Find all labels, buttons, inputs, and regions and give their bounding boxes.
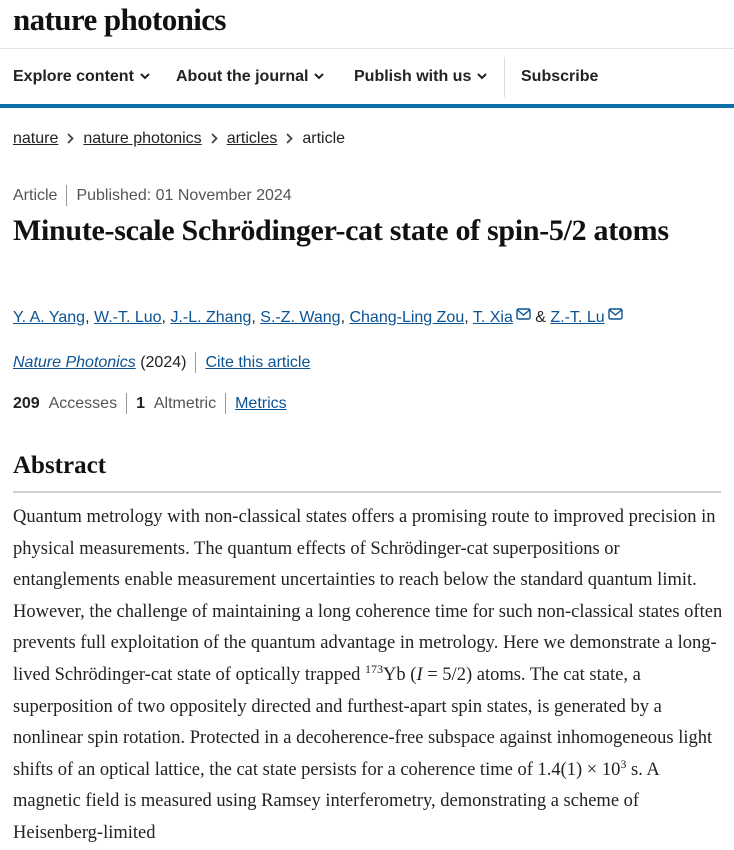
meta-divider	[66, 185, 67, 206]
chevron-right-icon	[211, 133, 218, 144]
breadcrumb-nature[interactable]: nature	[13, 130, 59, 147]
abstract-part-2: atoms. The cat state, a superposition of two oppositely directed and furthest-apart spin states, is generated by a nonlinear spin rotation. Protected in a decoherence-free subspace against inhomogeneous light shifts of an optical lattice, the cat state persists for a coherence time of	[13, 664, 713, 780]
breadcrumb	[13, 128, 345, 150]
nav-divider	[504, 57, 505, 97]
nav-about-journal[interactable]	[176, 49, 324, 104]
author-and: &	[530, 309, 551, 326]
citation-line	[13, 352, 310, 374]
chevron-right-icon	[286, 133, 293, 144]
nav-about-label: About the journal	[176, 68, 309, 85]
author-link[interactable]: W.-T. Luo	[93, 309, 162, 326]
author-link[interactable]: S.-Z. Wang	[260, 309, 341, 326]
mail-icon[interactable]	[516, 308, 531, 320]
metrics-divider	[225, 393, 226, 414]
breadcrumb-nature-photonics[interactable]: nature photonics	[83, 130, 202, 147]
spin-symbol: I	[416, 664, 423, 685]
article-title: Minute-scale Schrödinger-cat state of spin-5/2 atoms	[13, 214, 669, 247]
chevron-down-icon	[477, 73, 487, 80]
citation-divider	[195, 352, 196, 373]
author-list	[13, 307, 623, 329]
altmetric-count: 1	[136, 395, 145, 412]
author-link[interactable]: T. Xia	[472, 309, 513, 326]
published-date: Published: 01 November 2024	[76, 187, 292, 204]
article-meta	[13, 185, 292, 207]
abstract-heading: Abstract	[13, 452, 107, 479]
journal-link[interactable]: Nature Photonics	[13, 354, 136, 371]
spin-value: = 5/2)	[422, 664, 473, 685]
element-symbol: Yb (	[383, 664, 417, 685]
coherence-exponent: 3	[620, 756, 627, 771]
coherence-unit: s	[626, 759, 639, 780]
site-logo[interactable]: nature photonics	[13, 2, 226, 37]
author-separator: ,	[464, 309, 473, 326]
breadcrumb-current: article	[302, 130, 346, 147]
accesses-label: Accesses	[48, 395, 118, 412]
cite-this-article-link[interactable]: Cite this article	[205, 354, 311, 371]
nav-explore-label: Explore content	[13, 68, 134, 85]
altmetric-label: Altmetric	[153, 395, 217, 412]
author-separator: ,	[161, 309, 171, 326]
author-separator: ,	[85, 309, 94, 326]
author-link[interactable]: Y. A. Yang	[13, 309, 86, 326]
breadcrumb-articles[interactable]: articles	[226, 130, 278, 147]
publication-year: (2024)	[140, 354, 187, 371]
chevron-down-icon	[140, 73, 150, 80]
metrics-link[interactable]: Metrics	[235, 395, 287, 412]
isotope-mass-number: 173	[365, 661, 384, 676]
author-link[interactable]: J.-L. Zhang	[170, 309, 252, 326]
nav-subscribe[interactable]: Subscribe	[521, 68, 599, 85]
metrics-divider	[126, 393, 127, 414]
article-type: Article	[13, 187, 58, 204]
main-nav	[0, 49, 734, 104]
chevron-down-icon	[314, 73, 324, 80]
abstract-part-3: . A magnetic field is measured using Ramsey interferometry, demonstrating a scheme of Heisenberg-limited	[13, 759, 659, 843]
abstract-divider	[13, 491, 721, 493]
coherence-mantissa: 1.4(1) × 10	[537, 759, 621, 780]
article-metrics	[13, 393, 287, 415]
mail-icon[interactable]	[608, 308, 623, 320]
abstract-part-1: Quantum metrology with non-classical states offers a promising route to improved precision in physical measurements. The quantum effects of Schrödinger-cat superpositions or entanglements enable measurement uncertainties to reach below the standard quantum limit. However, the challenge of maintaining a long coherence time for such non-classical states often prevents full exploitation of the quantum advantage in metrology. Here we demonstrate a long-lived Schrödinger-cat state of optically trapped	[13, 507, 723, 685]
nav-explore-content[interactable]	[13, 49, 150, 104]
author-separator: ,	[251, 309, 261, 326]
abstract-text	[13, 502, 725, 850]
author-separator: ,	[340, 309, 350, 326]
author-link[interactable]: Z.-T. Lu	[550, 309, 605, 326]
nav-publish-with-us[interactable]	[354, 49, 487, 104]
chevron-right-icon	[67, 133, 74, 144]
author-link[interactable]: Chang-Ling Zou	[349, 309, 465, 326]
accesses-count: 209	[13, 395, 40, 412]
nav-publish-label: Publish with us	[354, 68, 472, 85]
nav-accent-bar	[0, 104, 734, 108]
